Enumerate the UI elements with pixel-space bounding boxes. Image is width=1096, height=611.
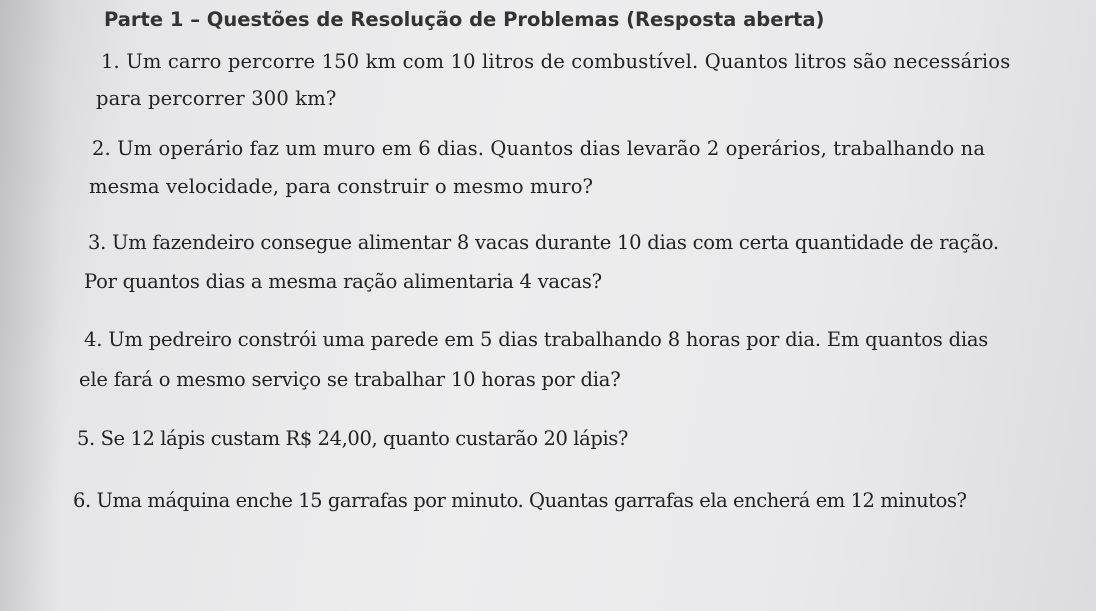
question-3-line-2: Por quantos dias a mesma ração alimentaria 4 vacas? — [84, 270, 602, 293]
page-shadow — [0, 0, 60, 611]
question-2-line-2: mesma velocidade, para construir o mesmo muro? — [89, 175, 594, 198]
question-3-line-1: 3. Um fazendeiro consegue alimentar 8 vacas durante 10 dias com certa quantidade de ração. — [88, 231, 999, 254]
question-4-line-1: 4. Um pedreiro constrói uma parede em 5 dias trabalhando 8 horas por dia. Em quantos dias — [84, 328, 989, 351]
question-4-line-2: ele fará o mesmo serviço se trabalhar 10 horas por dia? — [79, 368, 621, 391]
question-1-line-1: 1. Um carro percorre 150 km com 10 litros de combustível. Quantos litros são necessários — [101, 50, 1011, 73]
question-1-line-2: para percorrer 300 km? — [96, 87, 337, 110]
question-6-line-1: 6. Uma máquina enche 15 garrafas por minuto. Quantas garrafas ela encherá em 12 minutos? — [73, 489, 967, 512]
question-5-line-1: 5. Se 12 lápis custam R$ 24,00, quanto custarão 20 lápis? — [77, 427, 628, 450]
section-heading: Parte 1 – Questões de Resolução de Problemas (Resposta aberta) — [104, 8, 825, 31]
question-2-line-1: 2. Um operário faz um muro em 6 dias. Quantos dias levarão 2 operários, trabalhando na — [92, 137, 986, 160]
